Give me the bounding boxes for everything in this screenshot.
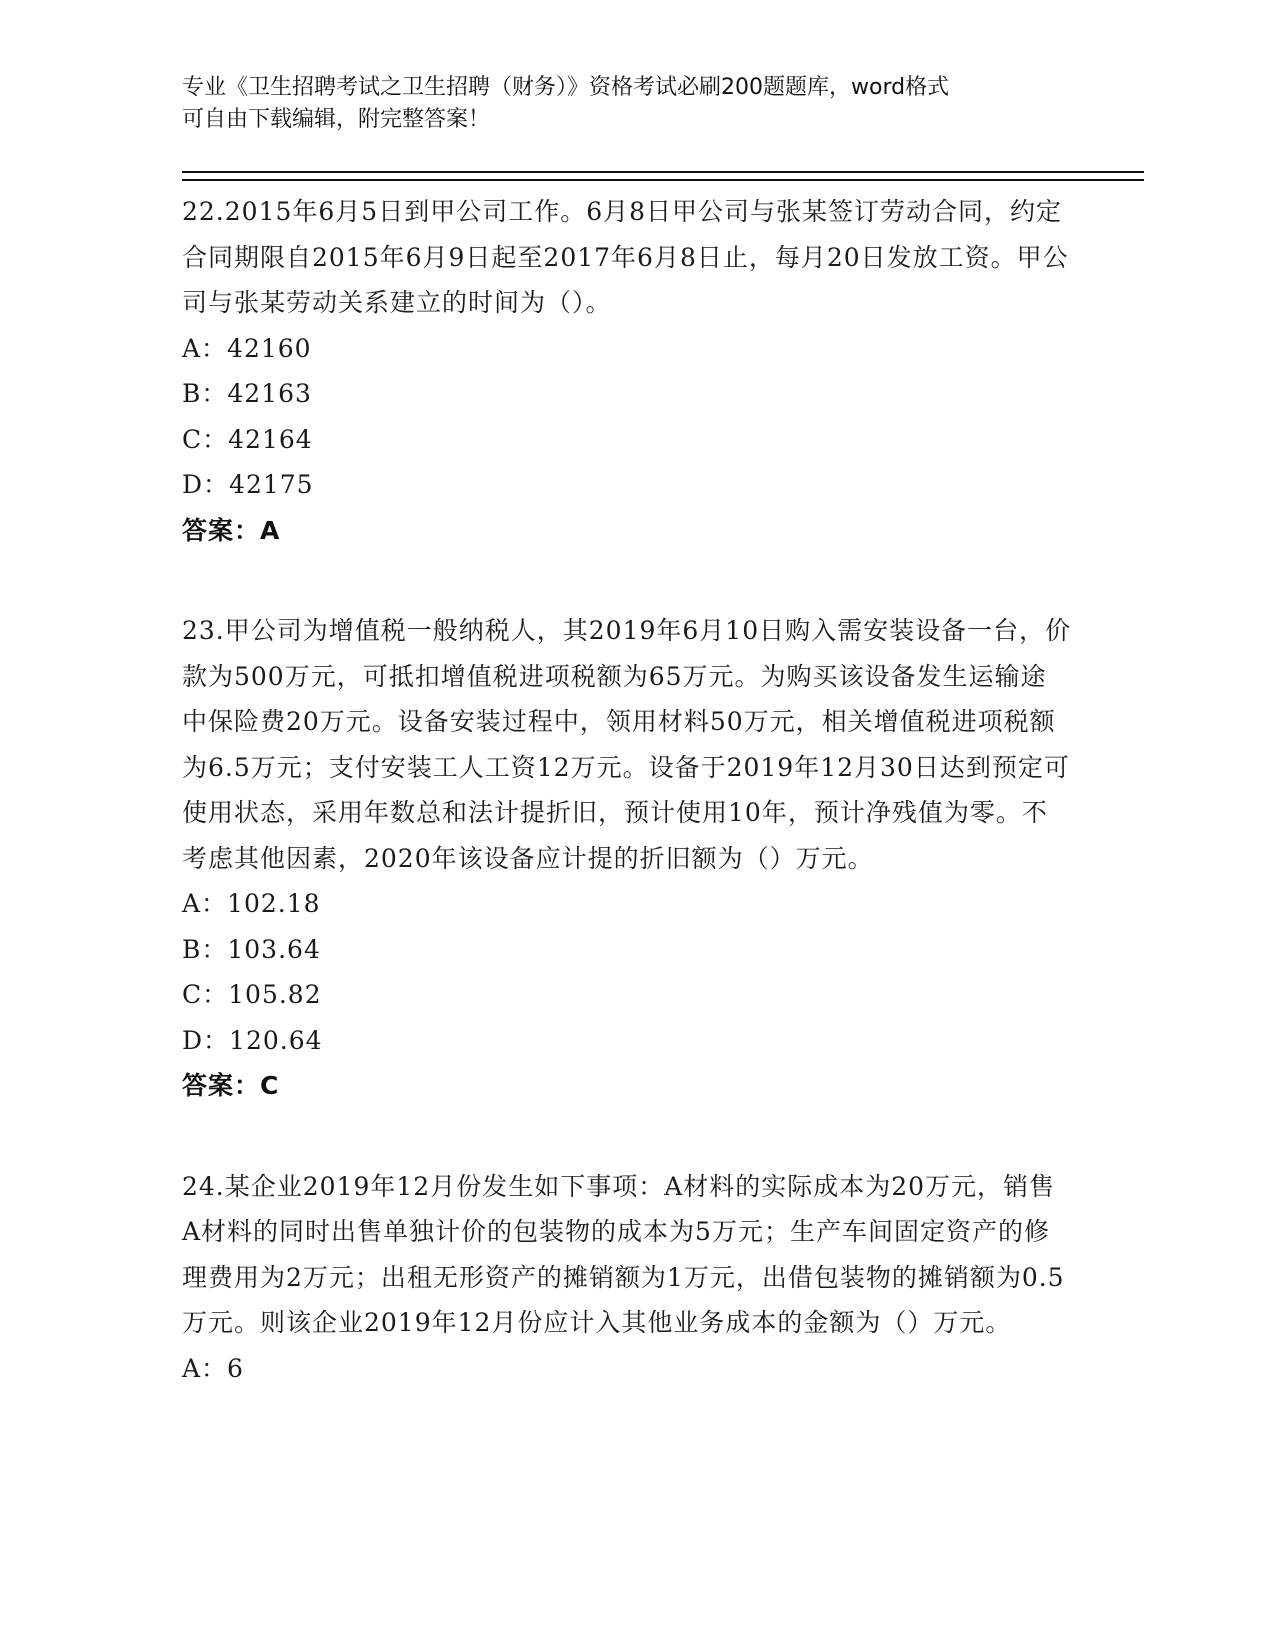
question-23 bbox=[182, 608, 1072, 1109]
option-c: C：42164 bbox=[182, 424, 313, 454]
answer-line: 答案：C bbox=[182, 1071, 280, 1100]
header-title-line-2: 可自由下载编辑，附完整答案！ bbox=[182, 107, 491, 132]
question-spacer bbox=[182, 1109, 1072, 1164]
question-stem: 23.甲公司为增值税一般纳税人，其2019年6月10日购入需安装设备一台，价款为500万元，可抵扣增值税进项税额为65万元。为购买该设备发生运输途中保险费20万元。设备安装过程中，领用材料50万元，相关增值税进项税额为6.5万元；支付安装工人工资12万元。设备于2019年12月30日达到预定可使用状态，采用年数总和法计提折旧，预计使用10年，预计净残值为零。不考虑其他因素，2020年该设备应计提的折旧额为（）万元。 bbox=[182, 616, 1072, 873]
option-b: B：42163 bbox=[182, 379, 312, 408]
question-list bbox=[182, 189, 1072, 1391]
document-header bbox=[182, 72, 1062, 136]
question-24 bbox=[182, 1164, 1072, 1392]
question-stem: 24.某企业2019年12月份发生如下事项：A材料的实际成本为20万元，销售A材料的同时出售单独计价的包装物的成本为5万元；生产车间固定资产的修理费用为2万元；出租无形资产的摊销额为1万元，出借包装物的摊销额为0.5万元。则该企业2019年12月份应计入其他业务成本的金额为（）万元。 bbox=[182, 1171, 1065, 1337]
question-22 bbox=[182, 189, 1072, 553]
option-d: D：120.64 bbox=[182, 1025, 323, 1055]
header-divider-bottom bbox=[182, 179, 1144, 181]
answer-line: 答案：A bbox=[182, 515, 281, 545]
option-a: A：102.18 bbox=[182, 889, 321, 918]
header-divider-top bbox=[182, 171, 1144, 173]
option-d: D：42175 bbox=[182, 470, 314, 499]
option-b: B：103.64 bbox=[182, 934, 321, 964]
question-stem: 22.2015年6月5日到甲公司工作。6月8日甲公司与张某签订劳动合同，约定合同期限自2015年6月9日起至2017年6月8日止，每月20日发放工资。甲公司与张某劳动关系建立的时间为（）。 bbox=[182, 197, 1069, 317]
option-c: C：105.82 bbox=[182, 980, 322, 1009]
header-title-line-1: 专业《卫生招聘考试之卫生招聘（财务）》资格考试必刷200题题库，word格式 bbox=[182, 75, 950, 100]
option-a: A：6 bbox=[182, 1353, 244, 1383]
question-spacer bbox=[182, 553, 1072, 608]
option-a: A：42160 bbox=[182, 333, 312, 363]
